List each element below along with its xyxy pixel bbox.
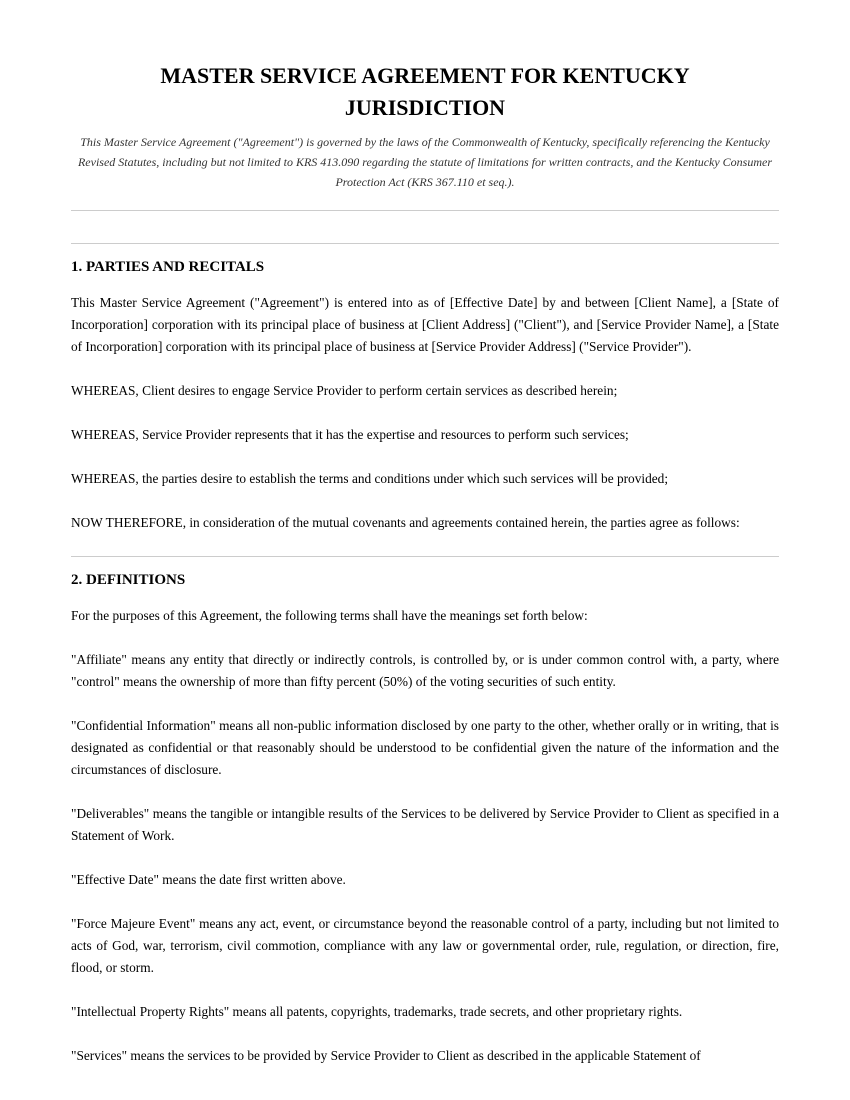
horizontal-rule xyxy=(71,210,779,211)
paragraph: "Effective Date" means the date first written above. xyxy=(71,872,346,887)
paragraph: WHEREAS, Client desires to engage Service Provider to perform certain services as described herein; xyxy=(71,383,618,398)
paragraph: WHEREAS, the parties desire to establish the terms and conditions under which such services will be provided; xyxy=(71,471,669,486)
paragraph: For the purposes of this Agreement, the following terms shall have the meanings set forth below: xyxy=(71,608,588,623)
paragraph: "Confidential Information" means all non-public information disclosed by one party to the other, whether orally or in writing, that is designated as confidential or that reasonably should be understood to be confidential given the nature of the information and the circumstances of disclosure. xyxy=(71,718,779,777)
paragraph: "Intellectual Property Rights" means all patents, copyrights, trademarks, trade secrets, and other proprietary rights. xyxy=(71,1004,683,1019)
paragraph: "Affiliate" means any entity that directly or indirectly controls, is controlled by, or is under common control with, a party, where "control" means the ownership of more than fifty percent (50%) of the voting securities of such entity. xyxy=(71,652,779,689)
document-title: MASTER SERVICE AGREEMENT FOR KENTUCKY JURISDICTION xyxy=(160,63,690,120)
paragraph: This Master Service Agreement ("Agreement") is entered into as of [Effective Date] by and between [Client Name], a [State of Incorporation] corporation with its principal place of business at [Client Address] ("Client"), and [Service Provider Name], a [State of Incorporation] corporation with its principal place of business at [Service Provider Address] ("Service Provider"). xyxy=(71,295,779,354)
paragraph: NOW THEREFORE, in consideration of the mutual covenants and agreements contained herein, the parties agree as follows: xyxy=(71,515,740,530)
section-parties-recitals xyxy=(71,243,779,534)
paragraph: "Services" means the services to be provided by Service Provider to Client as described in the applicable Statement of xyxy=(71,1048,701,1063)
paragraph: WHEREAS, Service Provider represents that it has the expertise and resources to perform such services; xyxy=(71,427,629,442)
paragraph: "Deliverables" means the tangible or intangible results of the Services to be delivered by Service Provider to Client as specified in a Statement of Work. xyxy=(71,806,779,843)
document-preamble: This Master Service Agreement ("Agreement") is governed by the laws of the Commonwealth of Kentucky, specifically referencing the Kentucky Revised Statutes, including but not limited to KRS 413.090 regarding the statute of limitations for written contracts, and the Kentucky Consumer Protection Act (KRS 367.110 et seq.). xyxy=(77,135,773,189)
section-definitions xyxy=(71,556,779,1067)
section-heading: 2. DEFINITIONS xyxy=(71,556,779,589)
document-page xyxy=(71,0,779,1067)
paragraph: "Force Majeure Event" means any act, event, or circumstance beyond the reasonable control of a party, including but not limited to acts of God, war, terrorism, civil commotion, compliance with any law or governmental order, rule, regulation, or direction, fire, flood, or storm. xyxy=(71,916,779,975)
section-heading: 1. PARTIES AND RECITALS xyxy=(71,243,779,276)
